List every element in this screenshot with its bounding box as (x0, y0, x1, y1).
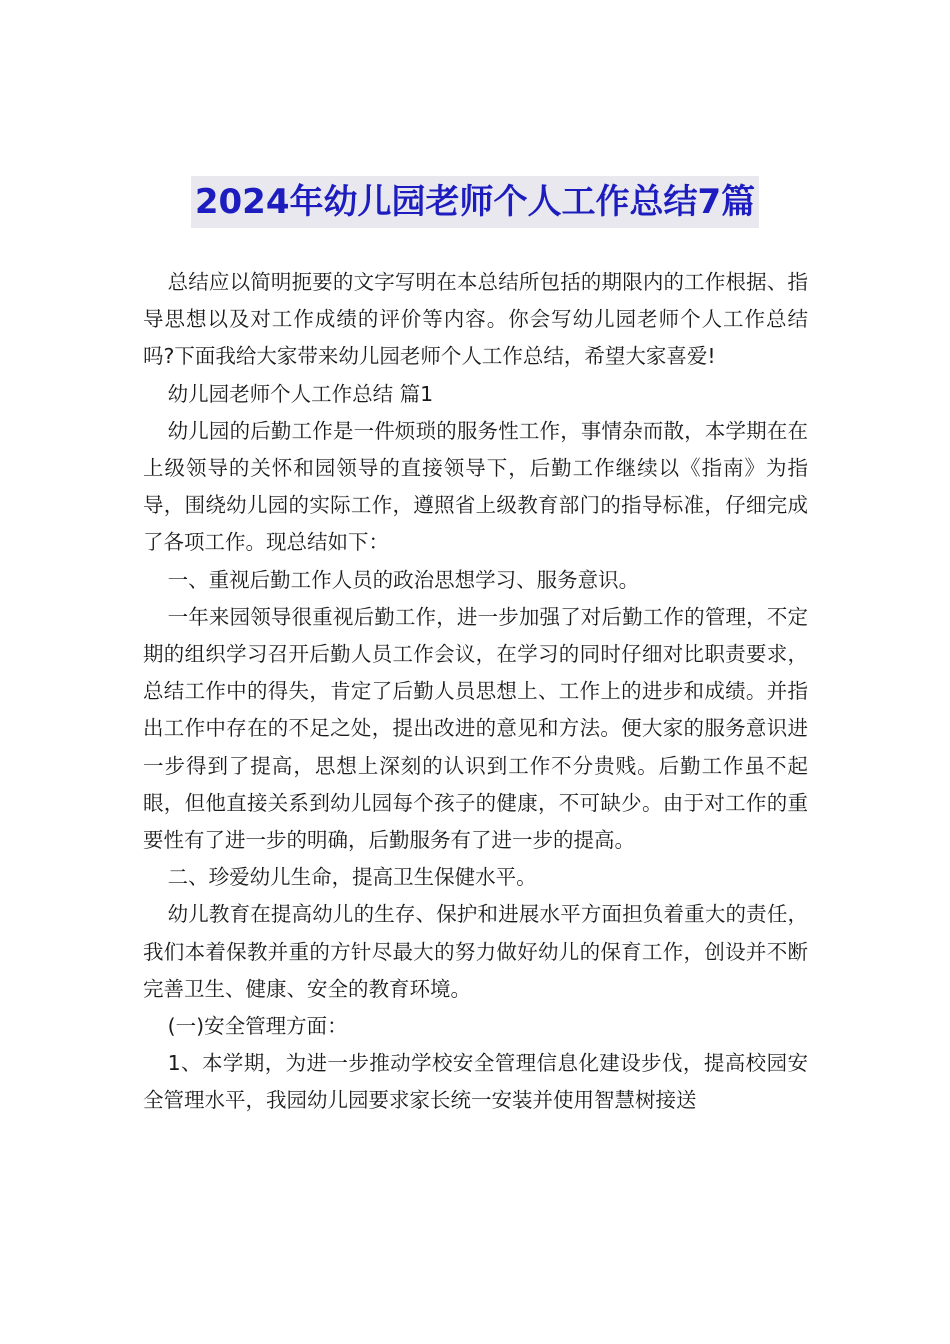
subheading: 一、重视后勤工作人员的政治思想学习、服务意识。 (167, 567, 640, 592)
paragraph: 一年来园领导很重视后勤工作，进一步加强了对后勤工作的管理，不定期的组织学习召开后勤人员工作会议，在学习的同时仔细对比职责要求，总结工作中的得失，肯定了后勤人员思想上、工作上的进步和成绩。并指出工作中存在的不足之处，提出改进的意见和方法。便大家的服务意识进一步得到了提高，思想上深刻的认识到工作不分贵贱。后勤工作虽不起眼，但他直接关系到幼儿园每个孩子的健康，不可缺少。由于对工作的重要性有了进一步的明确，后勤服务有了进一步的提高。 (143, 604, 808, 853)
subheading: (一)安全管理方面： (167, 1014, 348, 1039)
paragraph-intro: 总结应以简明扼要的文字写明在本总结所包括的期限内的工作根据、指导思想以及对工作成绩的评价等内容。你会写幼儿园老师个人工作总结吗?下面我给大家带来幼儿园老师个人工作总结，希望大家喜爱! (143, 270, 808, 369)
document-title: 2024年幼儿园老师个人工作总结7篇 (191, 176, 759, 228)
section-heading-1: 幼儿园老师个人工作总结 篇1 (167, 381, 434, 406)
document-body (143, 264, 808, 1120)
paragraph: 幼儿园的后勤工作是一件烦琐的服务性工作，事情杂而散，本学期在在上级领导的关怀和园领导的直接领导下，后勤工作继续以《指南》为指导，围绕幼儿园的实际工作，遵照省上级教育部门的指导标准，仔细完成了各项工作。现总结如下： (143, 418, 808, 555)
paragraph: 幼儿教育在提高幼儿的生存、保护和进展水平方面担负着重大的责任，我们本着保教并重的方针尽最大的努力做好幼儿的保育工作，创设并不断完善卫生、健康、安全的教育环境。 (143, 902, 808, 1001)
title-container (0, 176, 950, 228)
paragraph: 1、本学期，为进一步推动学校安全管理信息化建设步伐，提高校园安全管理水平，我园幼儿园要求家长统一安装并使用智慧树接送 (143, 1051, 808, 1113)
subheading: 二、珍爱幼儿生命，提高卫生保健水平。 (167, 865, 537, 890)
